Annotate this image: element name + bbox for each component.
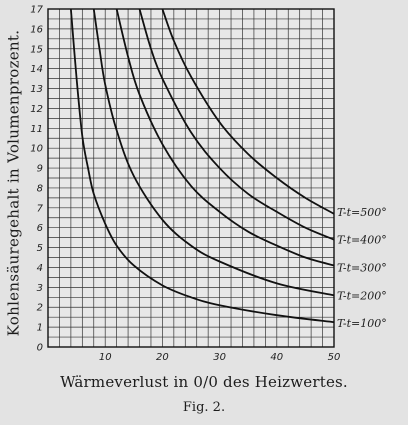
series-label: T-t=300°: [337, 261, 387, 275]
x-tick-label: 20: [156, 352, 169, 363]
y-tick-label: 14: [30, 64, 43, 76]
y-tick-label: 12: [30, 103, 43, 115]
y-tick-label: 15: [30, 44, 43, 56]
series-label: T-t=100°: [337, 317, 387, 331]
y-tick-label: 4: [36, 262, 43, 274]
series-label: T-t=200°: [337, 289, 387, 303]
series-label: T-t=400°: [337, 233, 387, 247]
x-tick-label: 10: [98, 352, 112, 363]
y-tick-label: 2: [36, 302, 43, 314]
series-label: T-t=500°: [337, 205, 387, 219]
x-tick-label: 40: [270, 352, 284, 363]
y-tick-label: 9: [36, 163, 43, 175]
y-tick-label: 0: [36, 342, 43, 354]
y-tick-label: 11: [30, 123, 43, 135]
y-tick-label: 10: [30, 143, 43, 155]
y-tick-label: 1: [36, 322, 43, 334]
y-tick-label: 6: [36, 223, 43, 235]
y-tick-label: 3: [36, 282, 43, 294]
y-tick-label: 5: [36, 243, 43, 255]
y-tick-label: 17: [30, 4, 43, 16]
y-tick-label: 7: [36, 203, 43, 215]
y-axis-label: [0, 8, 26, 358]
figure-caption: Fig. 2.: [182, 400, 226, 415]
x-tick-label: 30: [213, 352, 226, 363]
y-tick-label: 8: [36, 183, 43, 195]
y-axis-label-text: Kohlensäuregehalt in Volumenprozent.: [4, 29, 22, 337]
y-tick-label: 13: [30, 84, 43, 96]
x-tick-label: 50: [327, 352, 341, 363]
x-axis-label: Wärmeverlust in 0/0 des Heizwertes.: [60, 373, 348, 391]
y-tick-label: 16: [30, 24, 43, 36]
